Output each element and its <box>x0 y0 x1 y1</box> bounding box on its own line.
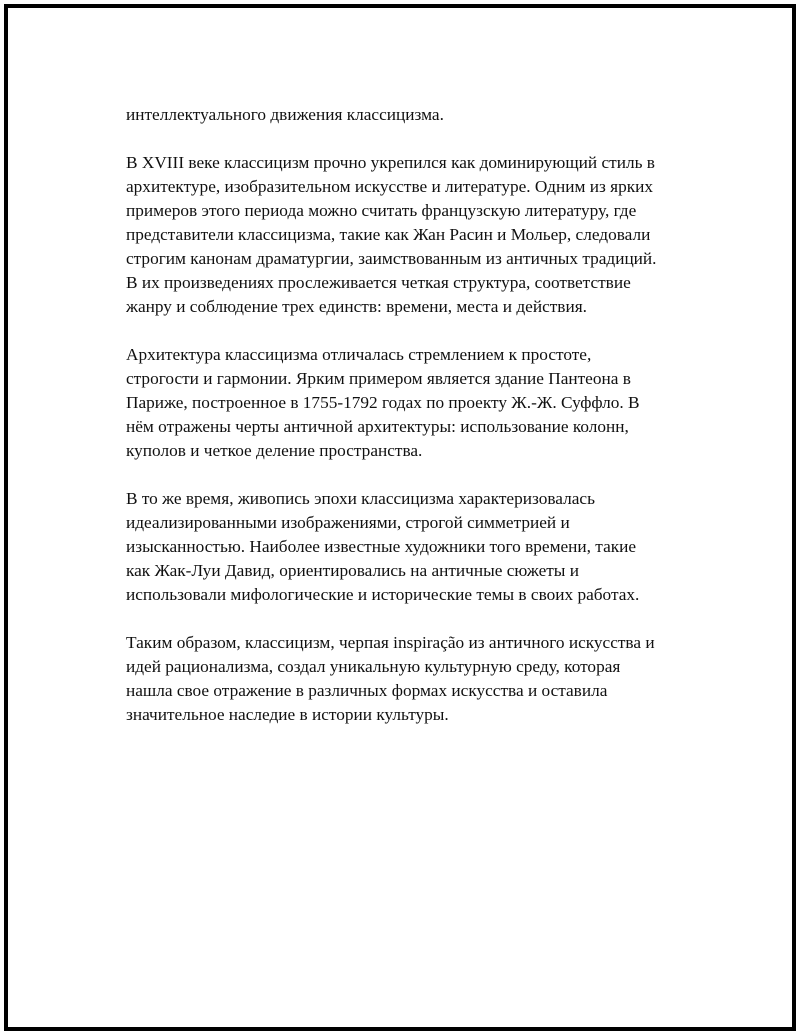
paragraph-1 <box>126 103 706 127</box>
paragraph-5 <box>126 631 706 727</box>
text-line: Таким образом, классицизм, черпая inspiração из античного искусства и <box>126 633 655 652</box>
text-line: идей рационализма, создал уникальную культурную среду, которая <box>126 657 621 676</box>
text-line: нём отражены черты античной архитектуры: использование колонн, <box>126 417 629 436</box>
document-body <box>126 103 706 727</box>
text-line: Париже, построенное в 1755-1792 годах по проекту Ж.-Ж. Суффло. В <box>126 393 640 412</box>
text-line: нашла свое отражение в различных формах искусства и оставила <box>126 681 608 700</box>
text-line: как Жак-Луи Давид, ориентировались на античные сюжеты и <box>126 561 579 580</box>
text-line: значительное наследие в истории культуры. <box>126 705 449 724</box>
paragraph-3 <box>126 343 706 463</box>
text-line: архитектуре, изобразительном искусстве и литературе. Одним из ярких <box>126 177 654 196</box>
text-line: идеализированными изображениями, строгой симметрией и <box>126 513 570 532</box>
page-border <box>4 4 796 1031</box>
text-line: изысканностью. Наиболее известные художники того времени, такие <box>126 537 637 556</box>
text-line: представители классицизма, такие как Жан Расин и Мольер, следовали <box>126 225 651 244</box>
paragraph-4 <box>126 487 706 607</box>
text-line: В то же время, живопись эпохи классицизма характеризовалась <box>126 489 595 508</box>
text-line: В XVIII веке классицизм прочно укрепился как доминирующий стиль в <box>126 153 655 172</box>
text-line: строгости и гармонии. Ярким примером является здание Пантеона в <box>126 369 631 388</box>
text-line: В их произведениях прослеживается четкая структура, соответствие <box>126 273 631 292</box>
text-line: куполов и четкое деление пространства. <box>126 441 423 460</box>
text-line: строгим канонам драматургии, заимствованным из античных традиций. <box>126 249 657 268</box>
text-line: жанру и соблюдение трех единств: времени, места и действия. <box>126 297 587 316</box>
paragraph-2 <box>126 151 706 319</box>
text-line: примеров этого периода можно считать французскую литературу, где <box>126 201 637 220</box>
text-line: интеллектуального движения классицизма. <box>126 105 444 124</box>
text-line: Архитектура классицизма отличалась стремлением к простоте, <box>126 345 592 364</box>
text-line: использовали мифологические и исторические темы в своих работах. <box>126 585 640 604</box>
